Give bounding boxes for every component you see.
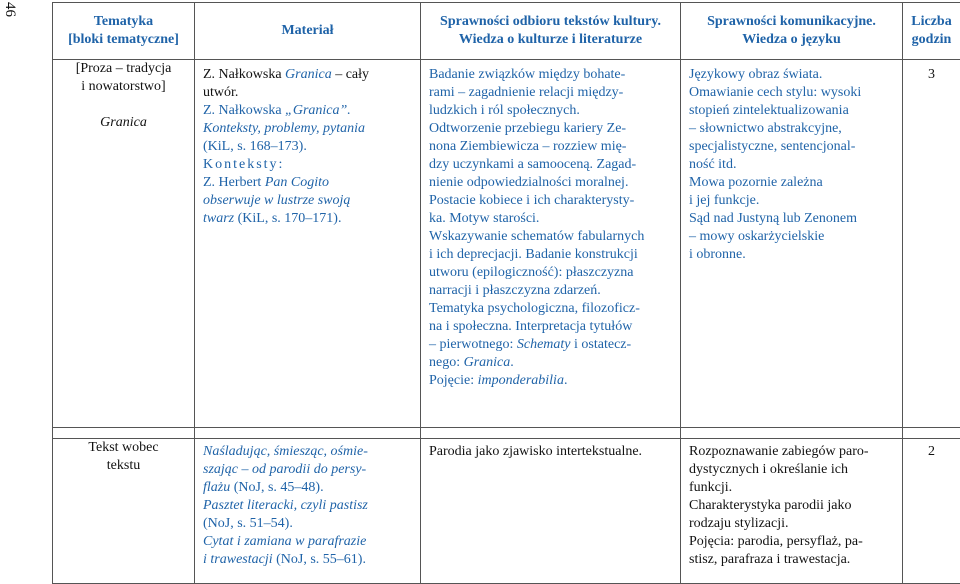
communication-cell: Rozpoznawanie zabiegów paro- dystycznych i określanie ich funkcji. Charakterystyka parodii jako rodzaju stylizacji. Pojęcia: parodia, persyflaż, pa- stisz, parafraza i trawestacja.: [681, 439, 903, 584]
curriculum-table: [52, 2, 960, 584]
table-row: [53, 60, 960, 428]
header-hours: Liczba godzin: [903, 3, 960, 60]
header-material: Materiał: [195, 3, 421, 60]
row-gap: [53, 428, 960, 439]
hours-cell: 2: [903, 439, 960, 584]
header-communication: Sprawności komunikacyjne. Wiedza o języku: [681, 3, 903, 60]
hours-cell: 3: [903, 60, 960, 428]
material-cell: Naśladując, śmiesząc, ośmie- szając – od parodii do persy- flażu (NoJ, s. 45–48). Pasztet literacki, czyli pastisz (NoJ, s. 51–54). Cytat i zamiana w parafrazie i trawestacji (NoJ, s. 55–61).: [195, 439, 421, 584]
header-reading: Sprawności odbioru tekstów kultury. Wiedza o kulturze i literaturze: [421, 3, 681, 60]
communication-cell: Językowy obraz świata. Omawianie cech stylu: wysoki stopień zintelektualizowania – słownictwo abstrakcyjne, specjalistyczne, sentencjonal- ność itd. Mowa pozornie zależna i jej funkcje. Sąd nad Justyną lub Zenonem – mowy oskarżycielskie i obronne.: [681, 60, 903, 428]
page-number: 46: [1, 2, 18, 17]
reading-cell: Parodia jako zjawisko intertekstualne.: [421, 439, 681, 584]
topic-cell: Tekst wobec tekstu: [53, 439, 195, 584]
header-row: [53, 3, 960, 60]
table-row: [53, 439, 960, 584]
material-cell: Z. Nałkowska Granica – cały utwór. Z. Nałkowska „Granica”. Konteksty, problemy, pytania (KiL, s. 168–173). Konteksty: Z. Herbert Pan Cogito obserwuje w lustrze swoją twarz (KiL, s. 170–171).: [195, 60, 421, 428]
topic-cell: [Proza – tradycja i nowatorstwo] Granica: [53, 60, 195, 428]
reading-cell: Badanie związków między bohate- rami – zagadnienie relacji między- ludzkich i ról społecznych. Odtworzenie przebiegu kariery Ze- nona Ziembiewicza – rozziew mię- dzy uczynkami a samooceną. Zagad- nienie odpowiedzialności moralnej. Postacie kobiece i ich charakterysty- ka. Motyw starości. Wskazywanie schematów fabularnych i ich deprecjacji. Badanie konstrukcji utworu (epilogiczność): płaszczyzna narracji i płaszczyzna zdarzeń. Tematyka psychologiczna, filozoficz- na i społeczna. Interpretacja tytułów – pierwotnego: Schematy i ostatecz- nego: Granica. Pojęcie: imponderabilia.: [421, 60, 681, 428]
header-topic: Tematyka [bloki tematyczne]: [53, 3, 195, 60]
